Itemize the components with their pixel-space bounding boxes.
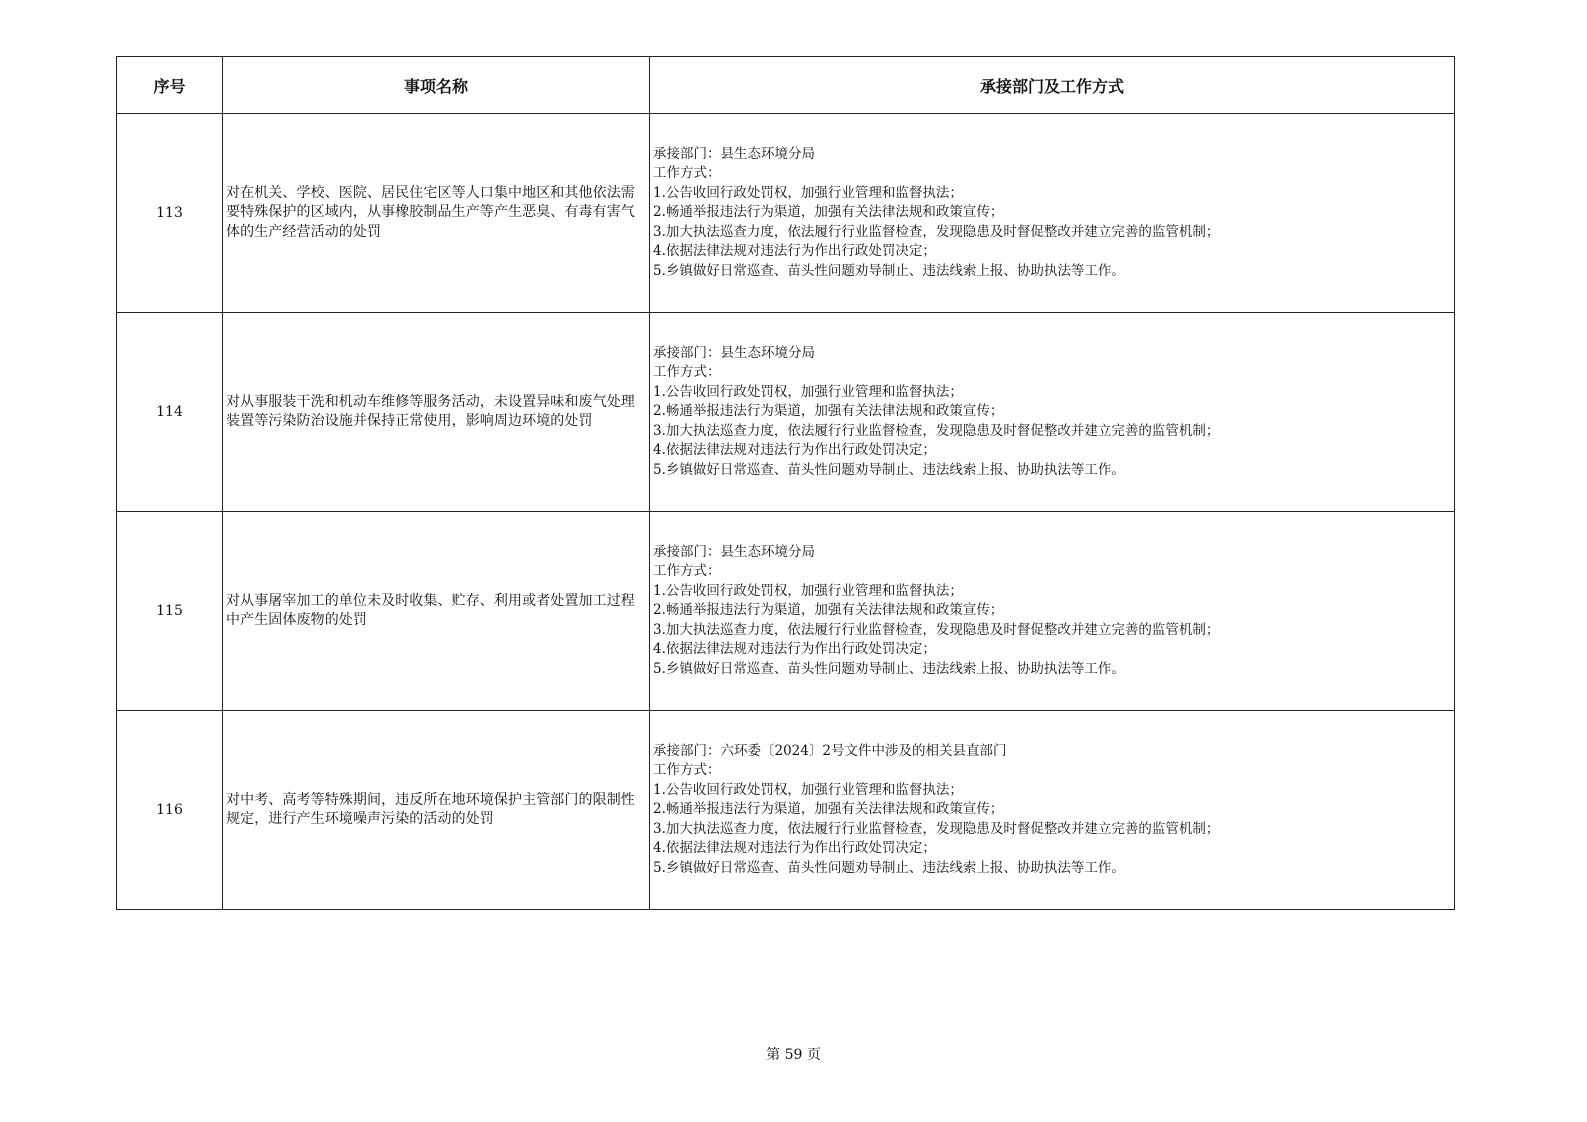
dept-line: 承接部门：县生态环境分局 [653,145,815,162]
dept-method-cell [650,313,1455,512]
table-body [117,114,1455,910]
table-row [117,711,1455,910]
method-item: 1.公告收回行政处罚权，加强行业管理和监督执法； [653,383,963,400]
item-name-cell: 对在机关、学校、医院、居民住宅区等人口集中地区和其他依法需要特殊保护的区域内，从事橡胶制品生产等产生恶臭、有毒有害气体的生产经营活动的处罚 [223,114,650,313]
header-item-name: 事项名称 [223,57,650,114]
method-item: 1.公告收回行政处罚权，加强行业管理和监督执法； [653,582,963,599]
method-item: 2.畅通举报违法行为渠道，加强有关法律法规和政策宣传； [653,403,1004,420]
method-item: 2.畅通举报违法行为渠道，加强有关法律法规和政策宣传； [653,801,1004,818]
page-number: 第 59 页 [766,1047,821,1063]
method-item: 5.乡镇做好日常巡查、苗头性问题劝导制止、违法线索上报、协助执法等工作。 [653,660,1125,677]
dept-method-cell [650,114,1455,313]
items-table [116,56,1455,910]
method-title: 工作方式： [653,762,721,779]
method-item: 4.依据法律法规对违法行为作出行政处罚决定； [653,442,936,459]
method-item: 3.加大执法巡查力度，依法履行行业监督检查，发现隐患及时督促整改并建立完善的监管机制； [653,422,1220,439]
table-header [117,57,1455,114]
dept-line: 承接部门：县生态环境分局 [653,344,815,361]
table-row [117,313,1455,512]
header-row [117,57,1455,114]
method-item: 1.公告收回行政处罚权，加强行业管理和监督执法； [653,184,963,201]
method-item: 5.乡镇做好日常巡查、苗头性问题劝导制止、违法线索上报、协助执法等工作。 [653,262,1125,279]
seq-cell: 114 [117,313,223,512]
dept-method-cell [650,512,1455,711]
item-name-cell: 对从事服装干洗和机动车维修等服务活动，未设置异味和废气处理装置等污染防治设施并保持正常使用，影响周边环境的处罚 [223,313,650,512]
method-title: 工作方式： [653,165,721,182]
method-item: 4.依据法律法规对违法行为作出行政处罚决定； [653,641,936,658]
seq-cell: 113 [117,114,223,313]
header-dept-method: 承接部门及工作方式 [650,57,1455,114]
header-seq: 序号 [117,57,223,114]
method-item: 4.依据法律法规对违法行为作出行政处罚决定； [653,840,936,857]
dept-method-cell [650,711,1455,910]
method-item: 5.乡镇做好日常巡查、苗头性问题劝导制止、违法线索上报、协助执法等工作。 [653,461,1125,478]
method-item: 2.畅通举报违法行为渠道，加强有关法律法规和政策宣传； [653,204,1004,221]
method-item: 2.畅通举报违法行为渠道，加强有关法律法规和政策宣传； [653,602,1004,619]
method-item: 3.加大执法巡查力度，依法履行行业监督检查，发现隐患及时督促整改并建立完善的监管机制； [653,820,1220,837]
method-title: 工作方式： [653,364,721,381]
method-item: 3.加大执法巡查力度，依法履行行业监督检查，发现隐患及时督促整改并建立完善的监管机制； [653,223,1220,240]
seq-cell: 116 [117,711,223,910]
seq-cell: 115 [117,512,223,711]
method-item: 1.公告收回行政处罚权，加强行业管理和监督执法； [653,781,963,798]
dept-line: 承接部门：县生态环境分局 [653,543,815,560]
item-name-cell: 对从事屠宰加工的单位未及时收集、贮存、利用或者处置加工过程中产生固体废物的处罚 [223,512,650,711]
method-item: 4.依据法律法规对违法行为作出行政处罚决定； [653,243,936,260]
dept-line: 承接部门：六环委〔2024〕2号文件中涉及的相关县直部门 [653,742,1007,759]
method-title: 工作方式： [653,563,721,580]
table-row [117,114,1455,313]
item-name-cell: 对中考、高考等特殊期间，违反所在地环境保护主管部门的限制性规定，进行产生环境噪声污染的活动的处罚 [223,711,650,910]
table-row [117,512,1455,711]
method-item: 3.加大执法巡查力度，依法履行行业监督检查，发现隐患及时督促整改并建立完善的监管机制； [653,621,1220,638]
method-item: 5.乡镇做好日常巡查、苗头性问题劝导制止、违法线索上报、协助执法等工作。 [653,859,1125,876]
